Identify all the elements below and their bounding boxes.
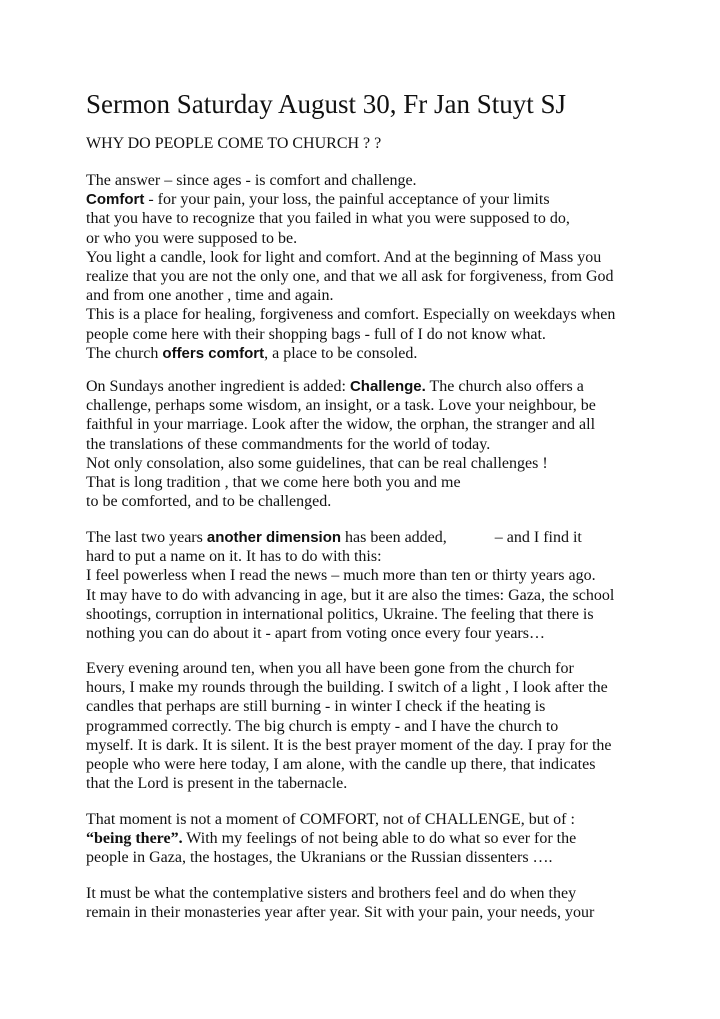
text-line: remain in their monasteries year after year. Sit with your pain, your needs, your [86,904,595,922]
document-subtitle: WHY DO PEOPLE COME TO CHURCH ? ? [86,135,382,152]
paragraph-another-dimension [86,528,646,643]
text-line: It must be what the contemplative sisters and brothers feel and do when they [86,885,577,902]
paragraph-being-there [86,810,646,868]
bold-term-challenge: Challenge. [349,378,426,395]
text-line [86,190,646,209]
text-line: that the Lord is present in the tabernacle. [86,775,348,793]
text-span: - for your pain, your loss, the painful acceptance of your limits [144,191,550,209]
text-line: challenge, perhaps some wisdom, an insight, or a task. Love your neighbour, be [86,397,596,415]
text-line [86,528,646,547]
text-line: shootings, corruption in international politics, Ukraine. The feeling that there is [86,605,594,623]
text-line: that you have to recognize that you failed in what you were supposed to do, [86,210,570,228]
text-line: hard to put a name on it. It has to do with this: [86,548,382,566]
text-line: programmed correctly. The big church is empty - and I have the church to [86,717,559,735]
bold-term-offers-comfort: offers comfort [162,344,265,362]
text-line: and from one another , time and again. [86,287,334,305]
text-line: people come here with their shopping bags - full of I do not know what. [86,325,546,343]
text-line: people in Gaza, the hostages, the Ukranians or the Russian dissenters …. [86,849,553,867]
bold-term-another-dimension: another dimension [206,529,342,546]
text-line [86,377,646,396]
text-span: On Sundays another ingredient is added: [86,378,350,395]
text-line: candles that perhaps are still burning - in winter I check if the heating is [86,698,546,716]
text-line: myself. It is dark. It is silent. It is the best prayer moment of the day. I pray for the [86,736,612,754]
text-line: people who were here today, I am alone, with the candle up there, that indicates [86,755,596,773]
text-line: Every evening around ten, when you all have been gone from the church for [86,660,574,677]
text-line: to be comforted, and to be challenged. [86,493,332,511]
text-line: That moment is not a moment of COMFORT, not of CHALLENGE, but of : [86,811,575,828]
text-line: This is a place for healing, forgiveness and comfort. Especially on weekdays when [86,306,616,324]
text-line: the translations of these commandments for the world of today. [86,435,491,453]
text-line: That is long tradition , that we come here both you and me [86,473,461,491]
bold-term-being-there: “being there”. [86,830,183,848]
paragraph-contemplative [86,884,646,922]
text-line: It may have to do with advancing in age, but it are also the times: Gaza, the school [86,586,615,604]
text-line: faithful in your marriage. Look after the widow, the orphan, the stranger and all [86,416,596,434]
text-span: The church also offers a [425,378,584,395]
text-line: realize that you are not the only one, and that we all ask for forgiveness, from God [86,267,614,285]
text-span: has been added, [341,529,447,546]
paragraph-challenge [86,377,646,511]
text-line: hours, I make my rounds through the building. I switch of a light , I look after the [86,679,608,697]
text-line: nothing you can do about it - apart from voting once every four years… [86,624,545,642]
bold-term-comfort: Comfort [86,191,145,209]
text-line: The answer – since ages - is comfort and challenge. [86,172,417,189]
text-span: The church [86,344,163,362]
text-span: , a place to be consoled. [264,344,418,362]
paragraph-comfort [86,171,646,363]
text-span: The last two years [86,529,207,546]
text-line: or who you were supposed to be. [86,229,298,247]
text-line: Not only consolation, also some guidelines, that can be real challenges ! [86,454,548,472]
text-line [86,344,646,363]
document-title: Sermon Saturday August 30, Fr Jan Stuyt SJ [86,89,567,119]
text-line [86,829,646,848]
text-span: With my feelings of not being able to do what so ever for the [182,830,577,848]
text-line: You light a candle, look for light and comfort. And at the beginning of Mass you [86,248,602,266]
text-span: – and I find it [494,529,582,546]
text-line: I feel powerless when I read the news – much more than ten or thirty years ago. [86,567,596,585]
paragraph-evening-rounds [86,659,646,793]
